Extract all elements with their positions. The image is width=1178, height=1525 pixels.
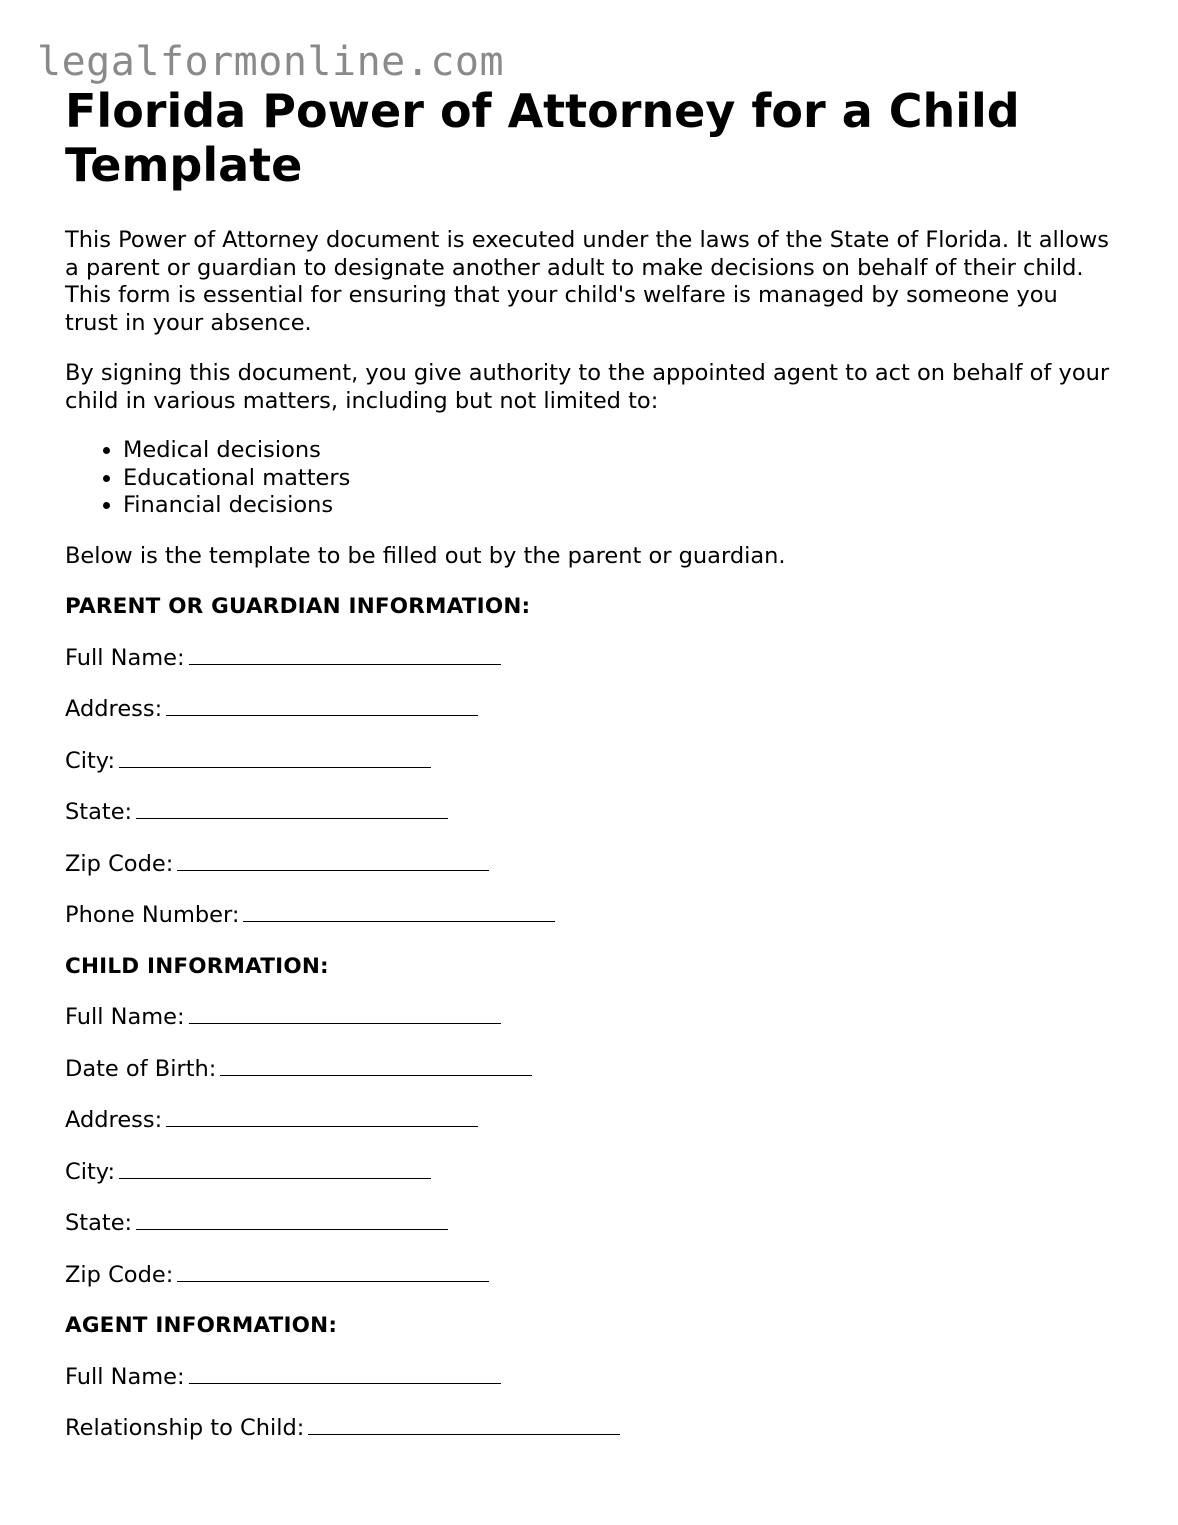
parent-zip-code-field[interactable] (65, 850, 1115, 879)
field-label: City: (65, 747, 116, 774)
agent-section-heading: AGENT INFORMATION: (65, 1313, 338, 1338)
parent-address-field[interactable] (65, 695, 1115, 724)
document-body (65, 84, 1115, 1443)
fill-in-line[interactable] (136, 1209, 448, 1230)
fill-in-line[interactable] (166, 695, 478, 716)
authority-paragraph: By signing this document, you give authority to the appointed agent to act on behalf of your child in various matters, including but not limited to: (65, 360, 1110, 414)
field-label: Address: (65, 1107, 163, 1133)
fill-in-line[interactable] (189, 1363, 501, 1384)
field-label: Date of Birth: (65, 1055, 217, 1082)
child-section-heading: CHILD INFORMATION: (65, 953, 329, 979)
fill-in-line[interactable] (189, 644, 501, 665)
field-label: City: (65, 1158, 116, 1185)
fill-in-line[interactable] (220, 1055, 532, 1076)
field-label: Phone Number: (65, 902, 240, 928)
instructions-paragraph: Below is the template to be filled out by the parent or guardian. (65, 542, 786, 569)
fill-in-line[interactable] (177, 1261, 489, 1282)
list-item: • Financial decisions (123, 492, 1115, 520)
fill-in-line[interactable] (243, 901, 555, 922)
fill-in-line[interactable] (166, 1106, 478, 1127)
parent-section-heading: PARENT OR GUARDIAN INFORMATION: (65, 594, 531, 619)
child-full-name-field[interactable] (65, 1003, 1115, 1032)
field-label: Zip Code: (65, 850, 174, 877)
child-city-field[interactable] (65, 1158, 1115, 1187)
child-state-field[interactable] (65, 1209, 1115, 1238)
parent-city-field[interactable] (65, 747, 1115, 776)
watermark: legalformonline.com (37, 39, 505, 85)
child-zip-code-field[interactable] (65, 1261, 1115, 1290)
fill-in-line[interactable] (177, 850, 489, 871)
list-item: • Medical decisions (123, 437, 1115, 465)
agent-full-name-field[interactable] (65, 1363, 1115, 1392)
fill-in-line[interactable] (308, 1414, 620, 1435)
fill-in-line[interactable] (119, 1158, 431, 1179)
powers-list (65, 437, 1115, 520)
field-label: Relationship to Child: (65, 1415, 305, 1441)
intro-paragraph: This Power of Attorney document is executed under the laws of the State of Florida. It allows a parent or guardian to designate another adult to make decisions on behalf of their child. This form is essential for ensuring that your child's welfare is managed by someone you trust in your absence. (65, 227, 1109, 336)
field-label: Zip Code: (65, 1261, 174, 1288)
document-title: Florida Power of Attorney for a Child Template (65, 84, 1020, 192)
field-label: Full Name: (65, 1363, 185, 1390)
fill-in-line[interactable] (119, 747, 431, 768)
field-label: Full Name: (65, 644, 185, 671)
field-label: Full Name: (65, 1004, 185, 1030)
field-label: Address: (65, 696, 163, 722)
parent-full-name-field[interactable] (65, 644, 1115, 673)
child-address-field[interactable] (65, 1106, 1115, 1135)
parent-state-field[interactable] (65, 798, 1115, 827)
list-item: • Educational matters (123, 465, 1115, 493)
field-label: State: (65, 1210, 133, 1236)
agent-relationship-field[interactable] (65, 1414, 1115, 1443)
parent-phone-number-field[interactable] (65, 901, 1115, 930)
fill-in-line[interactable] (189, 1003, 501, 1024)
fill-in-line[interactable] (136, 798, 448, 819)
field-label: State: (65, 799, 133, 825)
child-date-of-birth-field[interactable] (65, 1055, 1115, 1084)
